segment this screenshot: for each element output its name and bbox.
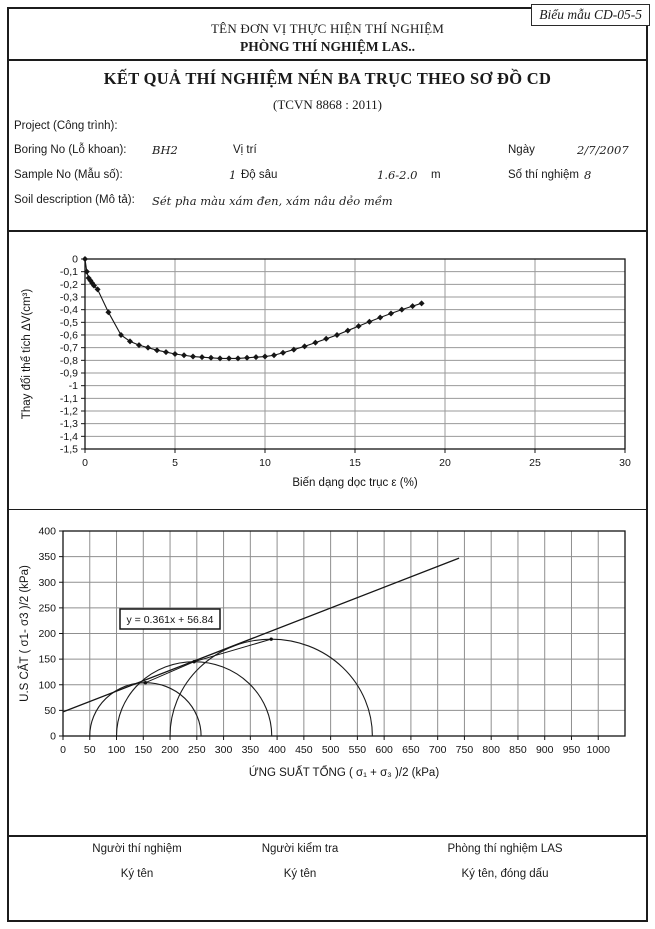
svg-text:0: 0 [82,457,88,469]
data-point-marker [82,256,88,262]
mohr-circle [90,683,201,736]
data-point-marker [172,351,178,357]
svg-text:0: 0 [50,730,56,743]
svg-text:700: 700 [428,744,447,756]
data-point-marker [312,340,318,346]
data-point-marker [419,300,425,306]
svg-text:800: 800 [482,744,500,756]
data-point-marker [388,310,394,316]
svg-text:-1,1: -1,1 [59,392,78,405]
svg-text:10: 10 [259,457,271,469]
svg-text:-1,4: -1,4 [59,430,78,443]
svg-text:-0,3: -0,3 [59,291,78,304]
svg-text:-0,5: -0,5 [59,316,78,329]
data-point-marker [377,315,383,321]
failure-envelope-line [63,558,459,712]
test-count-value: 8 [584,168,592,182]
data-point-marker [302,343,308,349]
svg-text:100: 100 [38,679,56,692]
data-point-marker [199,354,205,360]
data-point-marker [280,350,286,356]
data-point-marker [399,307,405,313]
tangent-point-marker [270,637,273,640]
svg-text:y = 0.361x + 56.84: y = 0.361x + 56.84 [126,614,214,626]
org-name: TÊN ĐƠN VỊ THỰC HIỆN THÍ NGHIỆM [211,21,444,36]
svg-text:-1,5: -1,5 [59,443,78,456]
svg-text:25: 25 [529,457,541,469]
location-label: Vị trí [233,144,257,156]
svg-text:-0,7: -0,7 [59,342,78,355]
svg-text:-0,8: -0,8 [59,354,78,367]
checker-signature-block [225,843,375,880]
svg-text:15: 15 [349,457,361,469]
data-point-marker [181,352,187,358]
svg-text:150: 150 [134,744,153,756]
info-section-divider [9,230,646,232]
volume-strain-chart [8,236,647,504]
tangent-point-marker [192,660,195,663]
sample-label: Sample No (Mẫu số): [14,169,123,181]
form-code-text: Biểu mẫu CD-05-5 [539,7,642,22]
boring-value: BH2 [152,143,178,157]
soil-description-value: Sét pha màu xám đen, xám nâu dẻo mềm [152,194,393,208]
data-point-marker [271,352,277,358]
svg-text:-1,3: -1,3 [59,418,78,431]
svg-text:350: 350 [38,551,56,564]
svg-text:-0,9: -0,9 [59,367,78,380]
data-point-marker [145,345,151,351]
svg-text:-0,4: -0,4 [59,304,78,317]
data-point-marker [345,328,351,334]
svg-text:0: 0 [60,744,66,756]
mohr-circle [170,639,372,736]
svg-text:400: 400 [38,525,56,538]
date-label: Ngày [508,144,535,156]
boring-label: Boring No (Lỗ khoan): [14,144,127,156]
svg-text:5: 5 [172,457,178,469]
lab-signature-block [415,843,595,880]
svg-text:200: 200 [161,744,179,756]
svg-text:450: 450 [295,744,313,756]
report-title: KẾT QUẢ THÍ NGHIỆM NÉN BA TRỤC THEO SƠ ĐỒ CD [103,69,552,88]
svg-text:750: 750 [455,744,474,756]
data-point-marker [356,323,362,329]
tangent-point-marker [144,681,147,684]
project-label: Project (Công trình): [14,120,118,132]
data-point-marker [366,319,372,325]
svg-text:100: 100 [107,744,126,756]
svg-text:500: 500 [321,744,340,756]
svg-text:300: 300 [38,576,56,589]
mohr-circle-chart [8,512,647,808]
svg-text:900: 900 [535,744,554,756]
lab-title: Phòng thí nghiệm LAS [447,843,563,855]
data-point-marker [163,349,169,355]
axis-ticks [38,526,610,757]
svg-text:150: 150 [38,653,56,666]
tester-signature-block [57,843,217,880]
x-axis-label: ỨNG SUẤT TỔNG ( σ₁ + σ₃ )/2 (kPa) [248,767,440,779]
svg-text:400: 400 [268,744,286,756]
footer-divider [9,835,646,837]
svg-text:0: 0 [72,253,78,266]
equation-label [120,609,220,629]
x-axis-label: Biến dạng dọc trục ε (%) [292,477,418,489]
svg-text:350: 350 [241,744,260,756]
header-divider [9,59,646,61]
svg-text:1000: 1000 [586,744,610,756]
tester-title: Người thí nghiệm [92,843,182,855]
svg-text:250: 250 [38,602,56,615]
data-point-marker [262,354,268,360]
depth-label: Độ sâu [241,169,278,181]
svg-text:20: 20 [439,457,451,469]
svg-text:30: 30 [619,457,631,469]
svg-text:650: 650 [402,744,420,756]
sample-value: 1 [229,168,237,182]
svg-text:50: 50 [44,704,56,717]
svg-text:-1,2: -1,2 [59,405,78,418]
svg-text:-0,1: -0,1 [59,266,78,279]
svg-text:300: 300 [214,744,233,756]
data-point-marker [190,354,196,360]
svg-text:-0,6: -0,6 [59,329,78,342]
svg-text:550: 550 [348,744,367,756]
svg-text:250: 250 [188,744,206,756]
y-axis-label: Thay đổi thể tích ΔV(cm³) [21,288,33,420]
soil-description-label: Soil description (Mô tả): [14,194,135,206]
depth-value: 1.6-2.0 [377,168,418,182]
svg-text:-0,2: -0,2 [59,278,78,291]
chart-divider [9,509,646,510]
test-count-label: Số thí nghiệm [508,169,579,181]
standard-reference: (TCVN 8868 : 2011) [273,97,382,112]
checker-title: Người kiểm tra [261,843,339,855]
data-point-marker [334,332,340,338]
lab-sign-label: Ký tên, đóng dấu [461,868,549,880]
tester-sign-label: Ký tên [120,868,154,880]
mohr-circles [90,639,373,736]
data-point-marker [253,354,259,360]
svg-text:50: 50 [83,744,96,756]
svg-text:600: 600 [375,744,393,756]
data-point-marker [323,336,329,342]
svg-text:950: 950 [562,744,581,756]
svg-text:200: 200 [38,628,56,640]
svg-text:850: 850 [509,744,527,756]
tangent-points [144,637,273,684]
date-value: 2/7/2007 [577,143,629,157]
lab-name: PHÒNG THÍ NGHIỆM LAS.. [240,39,415,54]
gridlines [63,531,625,736]
svg-text:-1: -1 [68,380,78,393]
y-axis-label: U.S CẮT ( σ1- σ3 )/2 (kPa) [19,565,31,702]
checker-sign-label: Ký tên [283,868,317,880]
data-point-marker [410,303,416,309]
depth-unit: m [431,169,441,181]
